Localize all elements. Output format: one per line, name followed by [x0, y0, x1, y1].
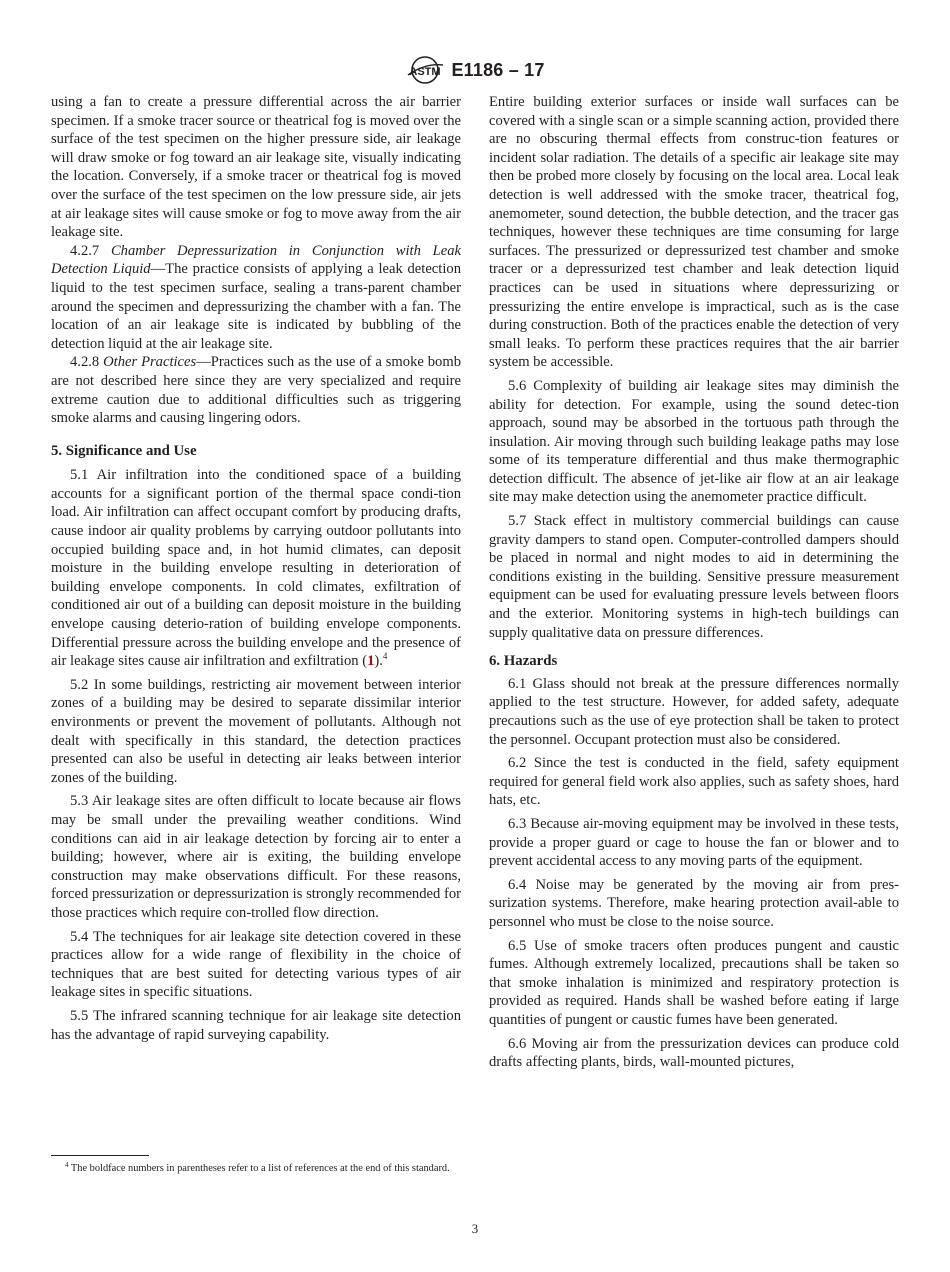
page-header: [0, 54, 950, 86]
footnote: [51, 1162, 461, 1176]
left-column: [51, 93, 461, 1044]
section-5-2: 5.2 In some buildings, restricting air movement between interior zones of a building may be desired to separate dissimilar interior environments or prevent the movement of pollutants. Although not dealt with specifically in this standard, the detection practices presented can also be useful in detecting air leaks between interior zones of the building.: [51, 676, 461, 786]
section-6-2: 6.2 Since the test is conducted in the field, safety equipment required for general field work also applies, such as safety shoes, hard hats, etc.: [489, 755, 899, 809]
footnote-text: The boldface numbers in parentheses refer to a list of references at the end of this standard.: [68, 1163, 450, 1174]
section-6-6: 6.6 Moving air from the pressurization devices can produce cold drafts affecting plants, birds, wall-mounted pictures,: [489, 1035, 899, 1071]
section-title: Other Practices: [103, 354, 197, 371]
section-5-3: 5.3 Air leakage sites are often difficult to locate because air flows may be small under the prevailing weather conditions. Wind conditions can aid in air leakage detection by forcing air to enter a building; however, where air is exiting, the building envelope construction may make observations difficult. For these reasons, forced pressurization or depressurization is strongly recommended for those practices which require con-trolled flow direction.: [51, 793, 461, 921]
section-4-2-7: [51, 242, 461, 354]
svg-text:ASTM: ASTM: [409, 66, 442, 78]
section-4-2-8: [51, 353, 461, 427]
section-5-7: 5.7 Stack effect in multistory commercial buildings can cause gravity dampers to stand open. Computer-controlled dampers should be placed in normal and night modes to aid in determining the conditions existing in the building. Sensitive pressure measurement equipment can be used for evaluating pressure levels between floors and the exterior. Monitoring systems in high-tech buildings can supply qualitative data on pressure differences.: [489, 513, 899, 641]
section-6-heading: 6. Hazards: [489, 653, 558, 670]
section-5-5: 5.5 The infrared scanning technique for air leakage site detection has the advantage of rapid surveying capability.: [51, 1007, 461, 1043]
paragraph-continuation: using a fan to create a pressure differential across the air barrier specimen. If a smoke tracer source or theatrical fog is moved over the surface of the test specimen on the higher pressure side, air leakage will draw smoke or fog toward an air leakage site, visually indicating the location. Conversely, if a smoke tracer or theatrical fog is moved over the surface of the test specimen on the low pressure side, air jets at air leakage sites will cause smoke or fog to move away from the air leakage site.: [51, 94, 461, 241]
document-id: E1186 – 17: [451, 59, 545, 80]
section-text: —Practices such as the use of a smoke bomb are not described here since they are very specialized and require extreme caution due to additional difficulties such as triggering smoke alarms and causing lingering odors.: [51, 354, 462, 427]
section-6-5: 6.5 Use of smoke tracers often produces pungent and caustic fumes. Although extremely localized, precautions shall be taken so that smoke inhalation is minimized and respiratory protection is provided as required. Hands shall be washed before eating if large quantities of pungent or caustic fumes have been generated.: [489, 937, 899, 1028]
page-number: 3: [471, 1221, 479, 1236]
section-5-6: 5.6 Complexity of building air leakage sites may diminish the ability for detection. For example, using the sound detec-tion approach, sound may be absorbed in the tortuous path through the insulation. Air moving through such building leakage paths may lose some of its temperature differential and thus make thermographic detection difficult. The absence of jet-like air flow at an air leakage site may make detection using the anemometer practice difficult.: [489, 377, 899, 506]
section-number: 4.2.8: [70, 354, 100, 371]
section-number: 4.2.7: [70, 242, 100, 259]
right-column: [489, 93, 899, 1072]
section-6-1: 6.1 Glass should not break at the pressure differences normally applied to the test structure. However, for added safety, adequate precautions such as the use of eye protection shall be taken to protect the personnel. Occupant protection must also be considered.: [489, 675, 899, 748]
astm-logo-icon: [405, 55, 445, 85]
section-5-5-continuation: Entire building exterior surfaces or inside wall surfaces can be covered with a single scan or a simple scanning action, provided there are no obscuring thermal effects from construc-tion features or incident solar radiation. The details of a specific air leakage site may then be probed more closely by focusing on the local area. Local leak detection is well addressed with the smoke tracer, theatrical fog, anemometer, sound detection, the bubble detection, and the tracer gas techniques, however these techniques are time consuming for large surfaces. The pressurized or depressurized test chamber and smoke tracer or a depressurized test chamber and leak detection liquid practices can be used in situations where depressurizing or pressurizing the entire envelope is impractical, such as is the case during construction. Both of the practices enable the detection of very small leaks. To perform these practices requires that the air barrier system be accessible.: [489, 94, 899, 371]
section-text: 5.1 Air infiltration into the conditioned space of a building accounts for a significant portion of the thermal space condi-tion load. Air infiltration can affect occupant comfort by producing drafts, cause indoor air quality problems by carrying outdoor pollutants into occupied building space and, in hot humid climates, can deposit moisture in the building envelope resulting in deterioration of building envelope components. In cold climates, exfiltration of conditioned air out of a building can deposit moisture in the building envelope causing deterio-ration of building envelope components. Differential pressure across the building envelope and the presence of air leakage sites cause air infiltration and exfiltration (: [51, 467, 461, 670]
section-6-3: 6.3 Because air-moving equipment may be involved in these tests, provide a proper guard or cage to house the fan or blower and to prevent accidental access to any moving parts of the equipment.: [489, 815, 899, 870]
section-5-4: 5.4 The techniques for air leakage site detection covered in these practices allow for a wide range of flexibility in the choice of techniques that are best suited for detecting various types of air leakage sites in specific situations.: [51, 928, 461, 1001]
footnote-mark[interactable]: 4: [382, 651, 388, 662]
footnote-divider: [51, 1155, 149, 1156]
section-title: Chamber Depressurization in Conjunction with Leak Detection Liquid: [51, 242, 461, 278]
section-6-4: 6.4 Noise may be generated by the moving air from pres-surization systems. Therefore, make hearing protection avail-able to personnel who must be close to the noise source.: [489, 876, 899, 930]
reference-link[interactable]: 1: [367, 653, 375, 670]
section-5-heading: 5. Significance and Use: [51, 442, 197, 459]
section-5-1: [51, 466, 461, 671]
footnote-number: 4: [65, 1161, 69, 1169]
section-text: —The practice consists of applying a leak detection liquid to the test specimen surface, sealing a trans-parent chamber around the specimen and depressurizing the chamber with a fan. The location of an air leakage site is indicated by bubbling of the detection liquid at the air leakage site.: [51, 261, 461, 352]
section-text-end: ).: [374, 653, 383, 670]
